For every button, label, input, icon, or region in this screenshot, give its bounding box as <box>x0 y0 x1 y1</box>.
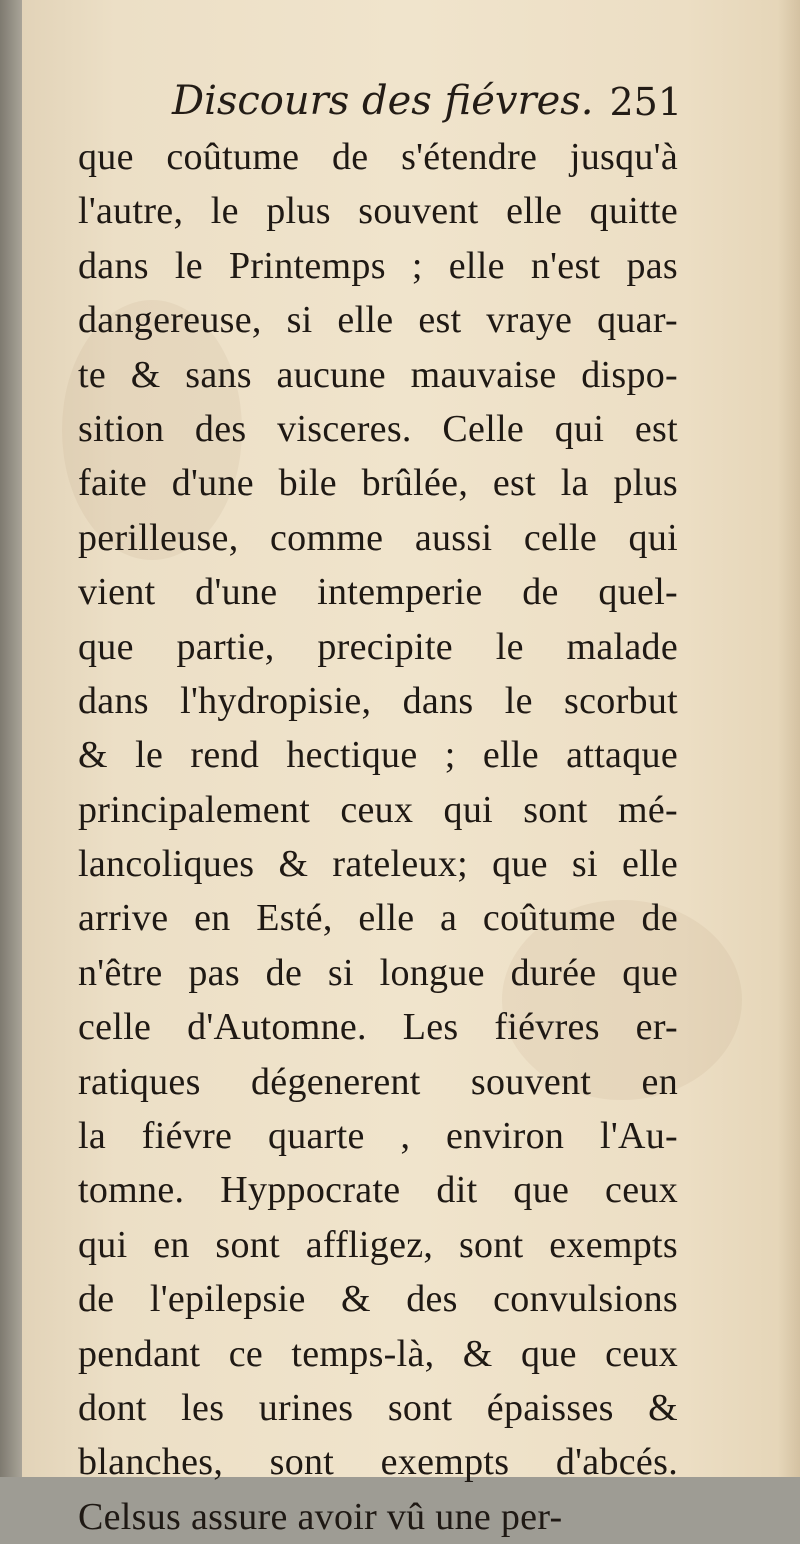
text-line: n'être pas de si longue durée que <box>78 951 678 994</box>
text-line: dans le Printemps ; elle n'est pas <box>78 244 678 287</box>
body-text <box>78 130 678 1544</box>
text-line: blanches, sont exempts d'abcés. <box>78 1441 678 1484</box>
book-gutter-shadow <box>0 0 22 1477</box>
text-line: perilleuse, comme aussi celle qui <box>78 516 678 559</box>
page-number: 251 <box>609 80 682 124</box>
text-line: de l'epilepsie & des convulsions <box>78 1278 678 1321</box>
book-page <box>22 0 800 1538</box>
text-line: l'autre, le plus souvent elle quitte <box>78 190 678 233</box>
text-line: dangereuse, si elle est vraye quar- <box>78 299 678 342</box>
page-header <box>172 70 682 130</box>
text-line: pendant ce temps-là, & que ceux <box>78 1332 678 1375</box>
text-line: te & sans aucune mauvaise dispo- <box>78 353 678 396</box>
text-line: que coûtume de s'étendre jusqu'à <box>78 136 678 178</box>
text-line: dans l'hydropisie, dans le scorbut <box>78 679 678 722</box>
text-line: dont les urines sont épaisses & <box>78 1386 678 1429</box>
text-line: tomne. Hyppocrate dit que ceux <box>78 1169 678 1212</box>
text-line: celle d'Automne. Les fiévres er- <box>78 1006 678 1049</box>
text-line: arrive en Esté, elle a coûtume de <box>78 897 678 940</box>
text-line: que partie, precipite le malade <box>78 625 678 668</box>
text-line: qui en sont affligez, sont exempts <box>78 1223 678 1266</box>
text-line: principalement ceux qui sont mé- <box>78 788 678 831</box>
running-title: Discours des fiévres. <box>172 78 594 124</box>
text-line: la fiévre quarte , environ l'Au- <box>78 1115 678 1158</box>
text-line: Celsus assure avoir vû une per- <box>78 1495 563 1538</box>
text-line: sition des visceres. Celle qui est <box>78 407 678 450</box>
text-line: vient d'une intemperie de quel- <box>78 571 678 614</box>
text-line: & le rend hectique ; elle attaque <box>78 734 678 777</box>
text-line: faite d'une bile brûlée, est la plus <box>78 462 678 505</box>
text-line: lancoliques & rateleux; que si elle <box>78 843 678 886</box>
page-edge-shadow <box>778 0 800 1477</box>
text-line: ratiques dégenerent souvent en <box>78 1060 678 1103</box>
